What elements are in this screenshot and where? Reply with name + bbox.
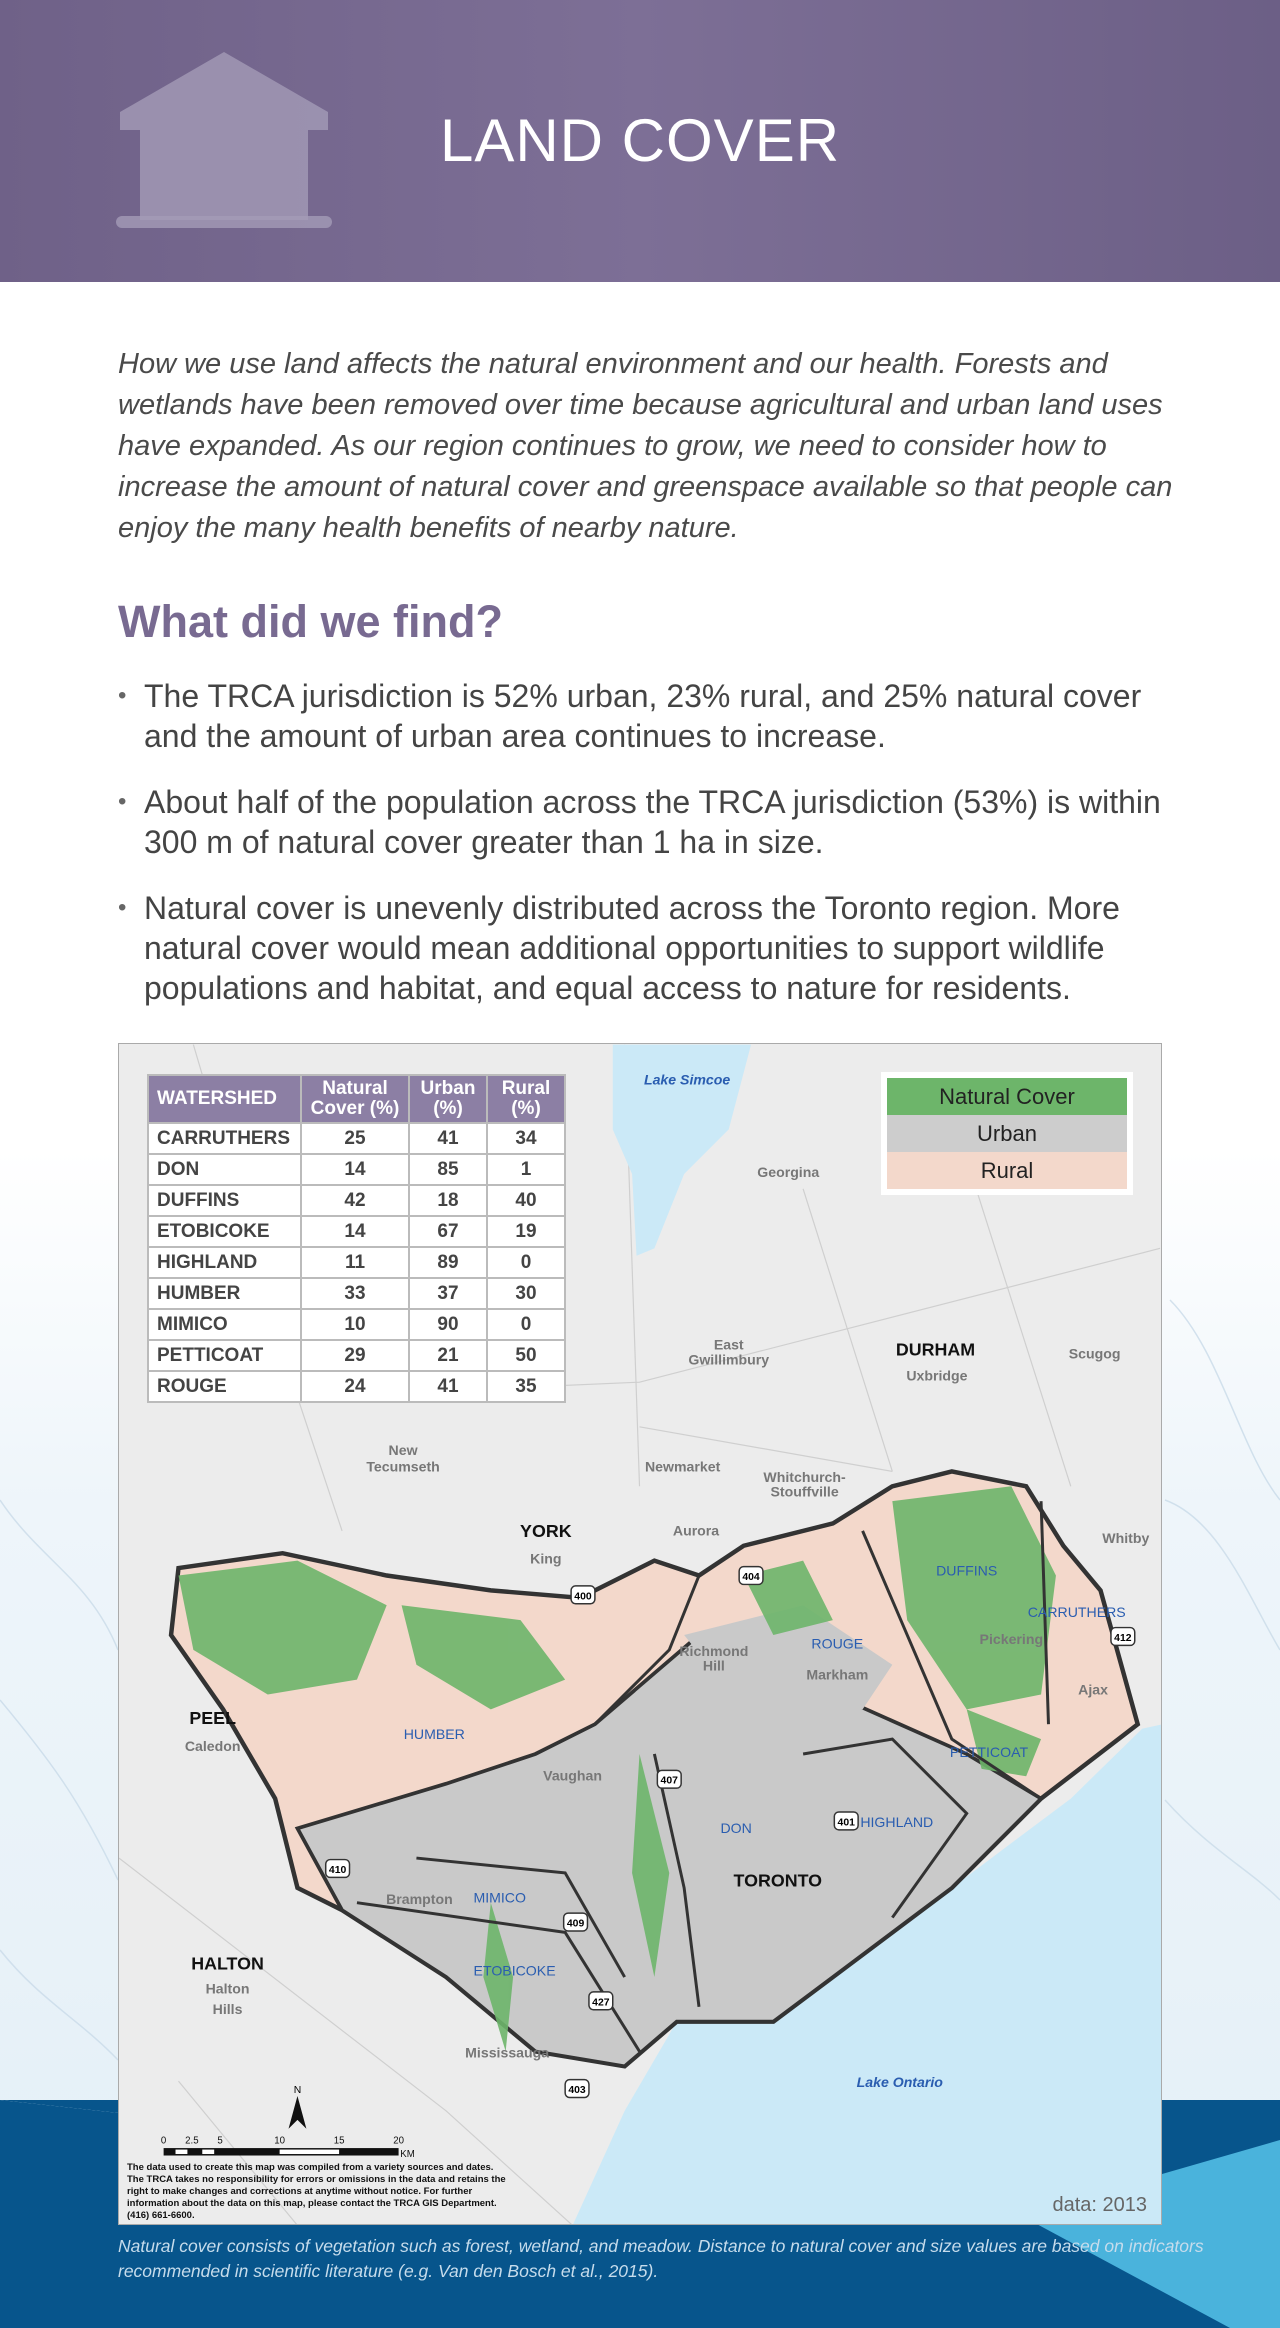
place-label: Brampton [386, 1891, 453, 1908]
table-cell: 35 [487, 1371, 565, 1402]
region-label: PEEL [189, 1708, 236, 1729]
place-label: Hill [702, 1657, 725, 1674]
table-cell: 41 [409, 1371, 487, 1402]
svg-text:5: 5 [217, 2135, 223, 2147]
table-row [148, 1185, 565, 1216]
watershed-label: HIGHLAND [860, 1813, 934, 1830]
table-cell: 89 [409, 1247, 487, 1278]
table-row [148, 1216, 565, 1247]
table-cell: 41 [409, 1123, 487, 1154]
legend-natural-cover: Natural Cover [887, 1078, 1127, 1115]
svg-text:404: 404 [742, 1571, 760, 1583]
svg-text:410: 410 [328, 1864, 347, 1876]
table-cell: 42 [301, 1185, 409, 1216]
place-label: Whitchurch- [763, 1468, 846, 1485]
table-cell: 14 [301, 1154, 409, 1185]
table-cell: 40 [487, 1185, 565, 1216]
north-arrow-icon [289, 2085, 307, 2129]
page-title: LAND COVER [439, 107, 841, 174]
table-cell: ROUGE [148, 1371, 301, 1402]
table-cell: CARRUTHERS [148, 1123, 301, 1154]
table-cell: 30 [487, 1278, 565, 1309]
map-disclaimer: The data used to create this map was compiled from a variety sources and dates. The TRCA takes no responsibility for errors or omissions in the data and retains the right to make changes and corrections at anytime without notice. For further information about the data on this map, please contact the TRCA GIS Department. (416) 661-6600. [127, 2162, 506, 2221]
table-cell: 37 [409, 1278, 487, 1309]
table-cell: HUMBER [148, 1278, 301, 1309]
watershed-label: ROUGE [811, 1635, 864, 1652]
place-label: Whitby [1102, 1529, 1150, 1546]
table-cell: 90 [409, 1309, 487, 1340]
watershed-label: DON [720, 1819, 752, 1836]
table-cell: DUFFINS [148, 1185, 301, 1216]
place-label: Hills [212, 2001, 243, 2018]
table-row [148, 1340, 565, 1371]
table-cell: 25 [301, 1123, 409, 1154]
watershed-label: PETTICOAT [949, 1743, 1029, 1760]
svg-text:20: 20 [393, 2135, 404, 2147]
region-label: HALTON [191, 1953, 264, 1974]
highway-shield [1111, 1628, 1135, 1646]
svg-text:401: 401 [837, 1817, 855, 1829]
table-cell: 14 [301, 1216, 409, 1247]
table-cell: 85 [409, 1154, 487, 1185]
watershed-label: CARRUTHERS [1027, 1604, 1126, 1621]
svg-text:407: 407 [660, 1775, 678, 1787]
place-label: Richmond [679, 1642, 749, 1659]
table-cell: 21 [409, 1340, 487, 1371]
highway-shield [565, 2080, 589, 2098]
svg-text:10: 10 [274, 2135, 285, 2147]
table-cell: 0 [487, 1247, 565, 1278]
place-label: Scugog [1068, 1345, 1121, 1362]
place-label: Vaughan [543, 1767, 602, 1784]
svg-text:KM: KM [400, 2149, 415, 2160]
col-header: Natural Cover (%) [301, 1075, 409, 1123]
scale-bar [161, 2136, 415, 2160]
table-cell: 24 [301, 1371, 409, 1402]
water-label: Lake Ontario [856, 2074, 943, 2091]
table-row [148, 1278, 565, 1309]
table-cell: 18 [409, 1185, 487, 1216]
table-cell: 11 [301, 1247, 409, 1278]
svg-text:427: 427 [592, 1997, 610, 2009]
col-header: WATERSHED [148, 1075, 301, 1123]
header-banner [0, 0, 1280, 282]
col-header: Rural (%) [487, 1075, 565, 1123]
place-label: East [713, 1336, 744, 1353]
watershed-label: MIMICO [473, 1889, 526, 1906]
table-row [148, 1371, 565, 1402]
table-cell: 67 [409, 1216, 487, 1247]
footnote: Natural cover consists of vegetation such as forest, wetland, and meadow. Distance to natural cover and size values are based on indicators recommended in scientific literature (e.g. Van den Bosch et al., 2015). [118, 2236, 1204, 2281]
findings-list [118, 676, 1188, 1034]
place-label: Uxbridge [906, 1367, 968, 1384]
place-label: Caledon [184, 1737, 241, 1754]
table-cell: 34 [487, 1123, 565, 1154]
svg-text:400: 400 [574, 1591, 592, 1603]
highway-shield [564, 1913, 588, 1931]
place-label: Georgina [757, 1163, 820, 1180]
highway-shield [834, 1812, 858, 1830]
data-year: data: 2013 [1052, 2194, 1147, 2216]
highway-shield [657, 1770, 681, 1788]
svg-text:412: 412 [1114, 1632, 1132, 1644]
table-cell: 19 [487, 1216, 565, 1247]
svg-text:N: N [293, 2085, 302, 2097]
place-label: Newmarket [644, 1458, 721, 1475]
svg-text:2.5: 2.5 [185, 2135, 199, 2147]
table-cell: 50 [487, 1340, 565, 1371]
highway-shield [739, 1567, 763, 1585]
table-cell: 29 [301, 1340, 409, 1371]
watershed-label: HUMBER [403, 1726, 465, 1743]
svg-text:15: 15 [333, 2135, 345, 2147]
watershed-table [147, 1074, 566, 1403]
table-cell: 0 [487, 1309, 565, 1340]
table-cell: 33 [301, 1278, 409, 1309]
finding-item: • Natural cover is unevenly distributed across the Toronto region. More natural cover would mean additional opportunities to support wildlife populations and habitat, and equal access to nature for residents. [118, 888, 1188, 1008]
svg-text:0: 0 [160, 2135, 167, 2147]
col-header: Urban (%) [409, 1075, 487, 1123]
highway-shield [589, 1992, 613, 2010]
legend-urban: Urban [887, 1115, 1127, 1152]
highway-shield [571, 1586, 595, 1604]
place-label: Pickering [979, 1630, 1044, 1647]
table-cell: MIMICO [148, 1309, 301, 1340]
svg-text:403: 403 [568, 2085, 586, 2097]
table-row [148, 1247, 565, 1278]
place-label: Halton [205, 1980, 250, 1997]
watershed-label: DUFFINS [936, 1562, 998, 1579]
place-label: Gwillimbury [688, 1351, 770, 1368]
table-cell: PETTICOAT [148, 1340, 301, 1371]
table-cell: 1 [487, 1154, 565, 1185]
place-label: Ajax [1078, 1681, 1109, 1698]
place-label: Tecumseth [366, 1458, 440, 1475]
legend-rural: Rural [887, 1152, 1127, 1189]
place-label: New [388, 1442, 418, 1459]
water-label: Lake Simcoe [643, 1071, 731, 1088]
table-cell: HIGHLAND [148, 1247, 301, 1278]
place-label: Mississauga [465, 2044, 550, 2061]
land-cover-map [118, 1043, 1162, 2225]
place-label: Aurora [672, 1522, 720, 1539]
finding-item: • The TRCA jurisdiction is 52% urban, 23% rural, and 25% natural cover and the amount of urban area continues to increase. [118, 676, 1188, 756]
table-cell: DON [148, 1154, 301, 1185]
table-cell: 10 [301, 1309, 409, 1340]
place-label: Stouffville [770, 1483, 839, 1500]
table-row [148, 1123, 565, 1154]
table-row [148, 1309, 565, 1340]
intro-text: How we use land affects the natural environment and our health. Forests and wetlands have been removed over time because agricultural and urban land uses have expanded. As our region continues to grow, we need to consider how to increase the amount of natural cover and greenspace available so that people can enjoy the many health benefits of nearby nature. [118, 348, 1173, 544]
place-label: Markham [806, 1666, 869, 1683]
svg-text:409: 409 [566, 1918, 585, 1930]
region-label: YORK [520, 1520, 572, 1541]
region-label: TORONTO [733, 1870, 823, 1891]
highway-shield [326, 1860, 350, 1878]
table-cell: ETOBICOKE [148, 1216, 301, 1247]
place-label: King [530, 1550, 562, 1567]
region-label: DURHAM [895, 1339, 976, 1360]
finding-item: • About half of the population across the TRCA jurisdiction (53%) is within 300 m of natural cover greater than 1 ha in size. [118, 782, 1188, 862]
map-legend [881, 1072, 1133, 1195]
findings-heading: What did we find? [118, 596, 503, 647]
watershed-label: ETOBICOKE [473, 1962, 556, 1979]
table-row [148, 1154, 565, 1185]
